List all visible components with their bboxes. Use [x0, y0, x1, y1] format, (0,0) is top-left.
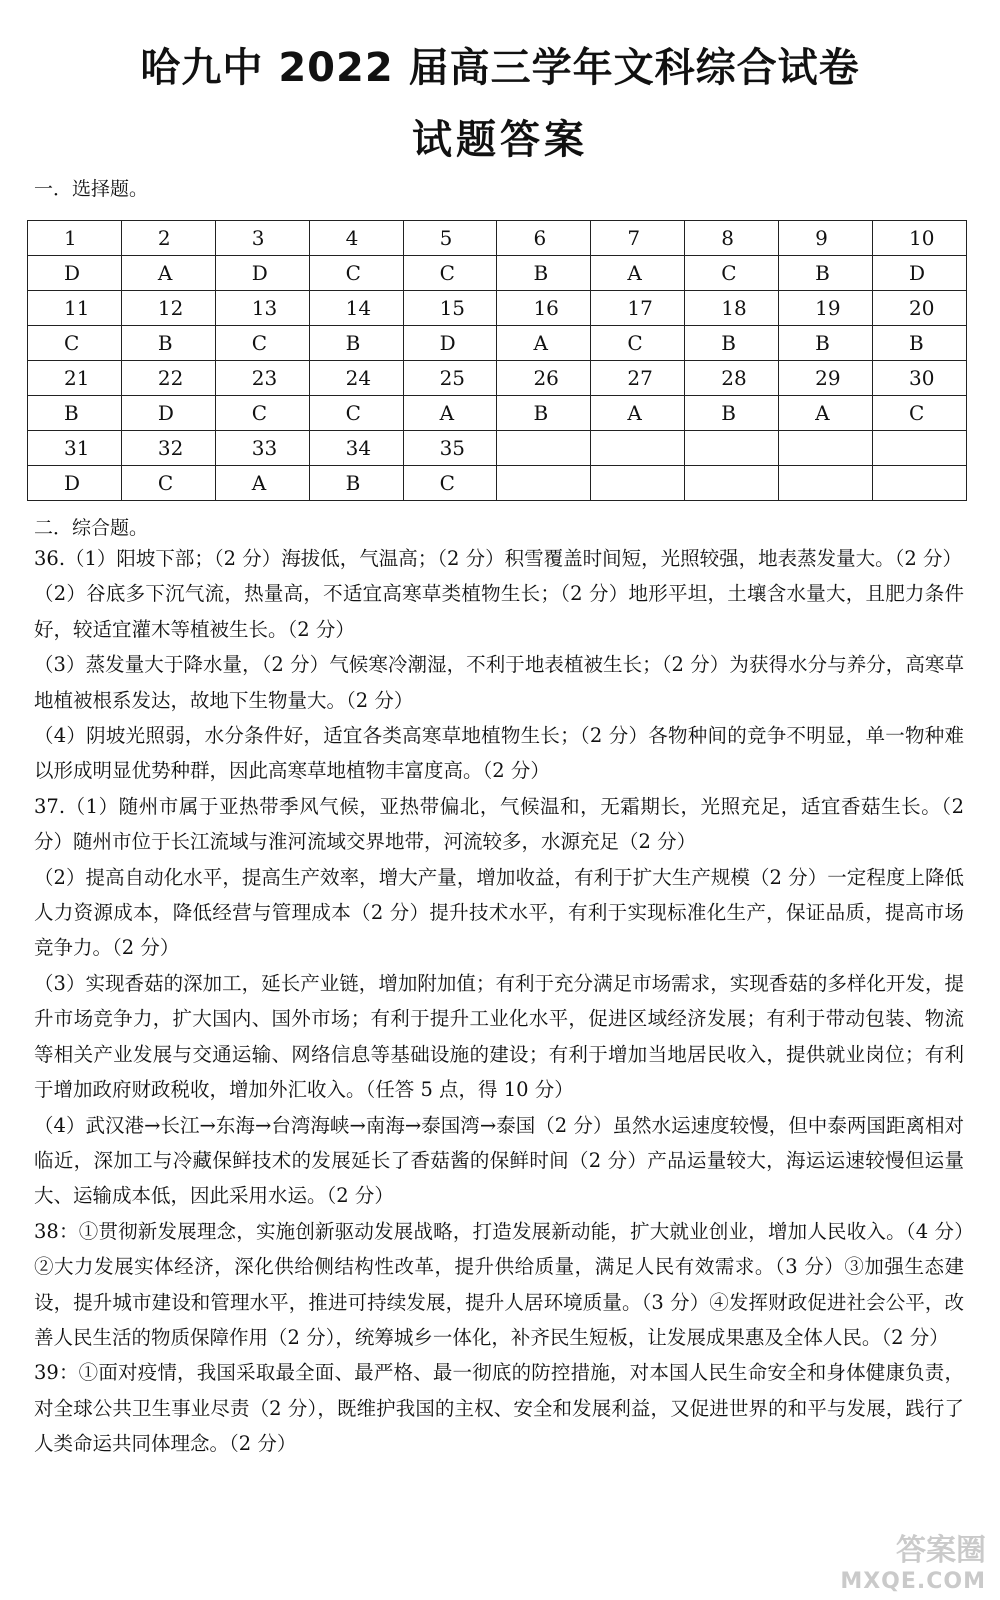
question-number-cell: 16 — [497, 291, 591, 326]
question-number-cell: 30 — [873, 361, 967, 396]
answer-paragraph: （4）武汉港→长江→东海→台湾海峡→南海→泰国湾→泰国（2 分）虽然水运速度较慢，但中泰两国距离相对临近，深加工与冷藏保鲜技术的发展延长了香菇酱的保鲜时间（2 分）产品运量较大，海运运速较慢但运量大、运输成本低，因此采用水运。（2 分） — [34, 1113, 964, 1208]
answer-paragraph: （2）谷底多下沉气流，热量高，不适宜高寒草类植物生长；（2 分）地形平坦，土壤含水量大，且肥力条件好，较适宜灌木等植被生长。（2 分） — [34, 582, 964, 641]
answer-cell — [873, 466, 967, 501]
answer-cell: B — [121, 326, 215, 361]
section-heading-comprehensive: 二．综合题。 — [34, 517, 149, 539]
answer-cell: D — [403, 326, 497, 361]
question-number-cell — [779, 431, 873, 466]
question-number-cell: 21 — [28, 361, 122, 396]
question-number-cell: 4 — [309, 221, 403, 256]
question-number-cell: 33 — [215, 431, 309, 466]
answer-cell: B — [779, 256, 873, 291]
document-subtitle: 试题答案 — [412, 117, 588, 163]
question-number-cell: 10 — [873, 221, 967, 256]
answer-cell: A — [779, 396, 873, 431]
answer-cell: B — [779, 326, 873, 361]
answer-cell: A — [591, 396, 685, 431]
answer-cell: B — [309, 466, 403, 501]
answer-paragraph: 39：①面对疫情，我国采取最全面、最严格、最一彻底的防控措施，对本国人民生命安全和身体健康负责，对全球公共卫生事业尽责（2 分），既维护我国的主权、安全和发展利益，又促进世界的和平与发展，践行了人类命运共同体理念。（2 分） — [34, 1361, 964, 1456]
watermark-logo — [840, 1525, 986, 1594]
question-number-cell: 27 — [591, 361, 685, 396]
question-number-cell: 18 — [685, 291, 779, 326]
question-number-cell: 13 — [215, 291, 309, 326]
question-number-cell: 25 — [403, 361, 497, 396]
answer-paragraph: （2）提高自动化水平，提高生产效率，增大产量，增加收益，有利于扩大生产规模（2 分）一定程度上降低人力资源成本，降低经营与管理成本（2 分）提升技术水平，有利于实现标准化生产，保证品质，提高市场竞争力。（2 分） — [34, 865, 964, 960]
answer-cell: C — [309, 396, 403, 431]
answer-cell: C — [591, 326, 685, 361]
question-number-cell — [591, 431, 685, 466]
question-number-cell: 14 — [309, 291, 403, 326]
document-title: 哈九中 2022 届高三学年文科综合试卷 — [140, 45, 860, 91]
answer-cell: B — [497, 396, 591, 431]
answer-cell: C — [873, 396, 967, 431]
question-number-cell: 19 — [779, 291, 873, 326]
answer-body — [34, 541, 964, 1462]
answer-paragraph: （4）阴坡光照弱，水分条件好，适宜各类高寒草地植物生长；（2 分）各物种间的竞争不明显，单一物种难以形成明显优势种群，因此高寒草地植物丰富度高。（2 分） — [34, 724, 964, 783]
answer-cell: D — [873, 256, 967, 291]
answer-cell: D — [28, 466, 122, 501]
question-number-cell: 28 — [685, 361, 779, 396]
answer-cell: B — [685, 326, 779, 361]
answer-cell: A — [121, 256, 215, 291]
question-number-row — [28, 431, 967, 466]
answer-cell — [591, 466, 685, 501]
answer-cell: A — [403, 396, 497, 431]
question-number-cell: 11 — [28, 291, 122, 326]
answer-row — [28, 256, 967, 291]
question-number-cell: 26 — [497, 361, 591, 396]
question-number-row — [28, 361, 967, 396]
question-number-cell: 8 — [685, 221, 779, 256]
answer-cell: A — [497, 326, 591, 361]
answer-row — [28, 396, 967, 431]
watermark-logo-text: 答案圈 — [896, 1533, 986, 1568]
question-number-cell: 3 — [215, 221, 309, 256]
question-number-cell: 34 — [309, 431, 403, 466]
question-number-cell: 35 — [403, 431, 497, 466]
question-number-cell: 2 — [121, 221, 215, 256]
answer-cell: D — [121, 396, 215, 431]
question-number-row — [28, 221, 967, 256]
question-number-cell: 15 — [403, 291, 497, 326]
question-number-cell: 29 — [779, 361, 873, 396]
answer-cell: B — [28, 396, 122, 431]
answer-cell: C — [403, 256, 497, 291]
answer-cell: C — [121, 466, 215, 501]
question-number-cell: 32 — [121, 431, 215, 466]
answer-cell: B — [309, 326, 403, 361]
answer-row — [28, 326, 967, 361]
question-number-cell: 20 — [873, 291, 967, 326]
answer-cell: D — [28, 256, 122, 291]
answer-cell: C — [309, 256, 403, 291]
question-number-cell — [873, 431, 967, 466]
answer-cell: C — [215, 396, 309, 431]
question-number-cell: 9 — [779, 221, 873, 256]
question-number-row — [28, 291, 967, 326]
answer-cell: A — [591, 256, 685, 291]
answer-cell — [685, 466, 779, 501]
answer-cell: D — [215, 256, 309, 291]
question-number-cell: 31 — [28, 431, 122, 466]
answer-cell: B — [685, 396, 779, 431]
answer-cell — [497, 466, 591, 501]
question-number-cell — [685, 431, 779, 466]
answer-paragraph: （3）蒸发量大于降水量，（2 分）气候寒冷潮湿，不利于地表植被生长；（2 分）为获得水分与养分，高寒草地植被根系发达，故地下生物量大。（2 分） — [34, 653, 964, 712]
answer-paragraph: 36.（1）阳坡下部；（2 分）海拔低，气温高；（2 分）积雪覆盖时间短，光照较强，地表蒸发量大。（2 分） — [34, 547, 962, 570]
question-number-cell: 12 — [121, 291, 215, 326]
answer-paragraph: （3）实现香菇的深加工，延长产业链，增加附加值；有利于充分满足市场需求，实现香菇的多样化开发，提升市场竞争力，扩大国内、国外市场；有利于提升工业化水平，促进区域经济发展；有利于带动包装、物流等相关产业发展与交通运输、网络信息等基础设施的建设；有利于增加当地居民收入，提供就业岗位；有利于增加政府财政税收，增加外汇收入。（任答 5 点，得 10 分） — [34, 971, 964, 1102]
question-number-cell: 1 — [28, 221, 122, 256]
answer-cell: C — [403, 466, 497, 501]
answer-paragraph: 37.（1）随州市属于亚热带季风气候，亚热带偏北，气候温和，无霜期长，光照充足，适宜香菇生长。（2 分）随州市位于长江流域与淮河流域交界地带，河流较多，水源充足（2 分） — [34, 794, 964, 854]
watermark-site: MXQE.COM — [840, 1569, 986, 1594]
answer-cell: B — [497, 256, 591, 291]
answer-cell: C — [215, 326, 309, 361]
question-number-cell: 7 — [591, 221, 685, 256]
question-number-cell: 5 — [403, 221, 497, 256]
question-number-cell: 17 — [591, 291, 685, 326]
question-number-cell: 24 — [309, 361, 403, 396]
answer-table — [27, 220, 967, 501]
question-number-cell: 6 — [497, 221, 591, 256]
answer-cell: A — [215, 466, 309, 501]
section-heading-choice: 一．选择题。 — [34, 178, 149, 200]
answer-cell: B — [873, 326, 967, 361]
question-number-cell: 22 — [121, 361, 215, 396]
answer-cell — [779, 466, 873, 501]
question-number-cell — [497, 431, 591, 466]
answer-cell: C — [685, 256, 779, 291]
answer-paragraph: 38：①贯彻新发展理念，实施创新驱动发展战略，打造发展新动能，扩大就业创业，增加人民收入。（4 分）②大力发展实体经济，深化供给侧结构性改革，提升供给质量，满足人民有效需求。（3 分）③加强生态建设，提升城市建设和管理水平，推进可持续发展，提升人居环境质量。（3 分）④发挥财政促进社会公平，改善人民生活的物质保障作用（2 分），统筹城乡一体化，补齐民生短板，让发展成果惠及全体人民。（2 分） — [34, 1219, 964, 1349]
answer-cell: C — [28, 326, 122, 361]
answer-row — [28, 466, 967, 501]
question-number-cell: 23 — [215, 361, 309, 396]
